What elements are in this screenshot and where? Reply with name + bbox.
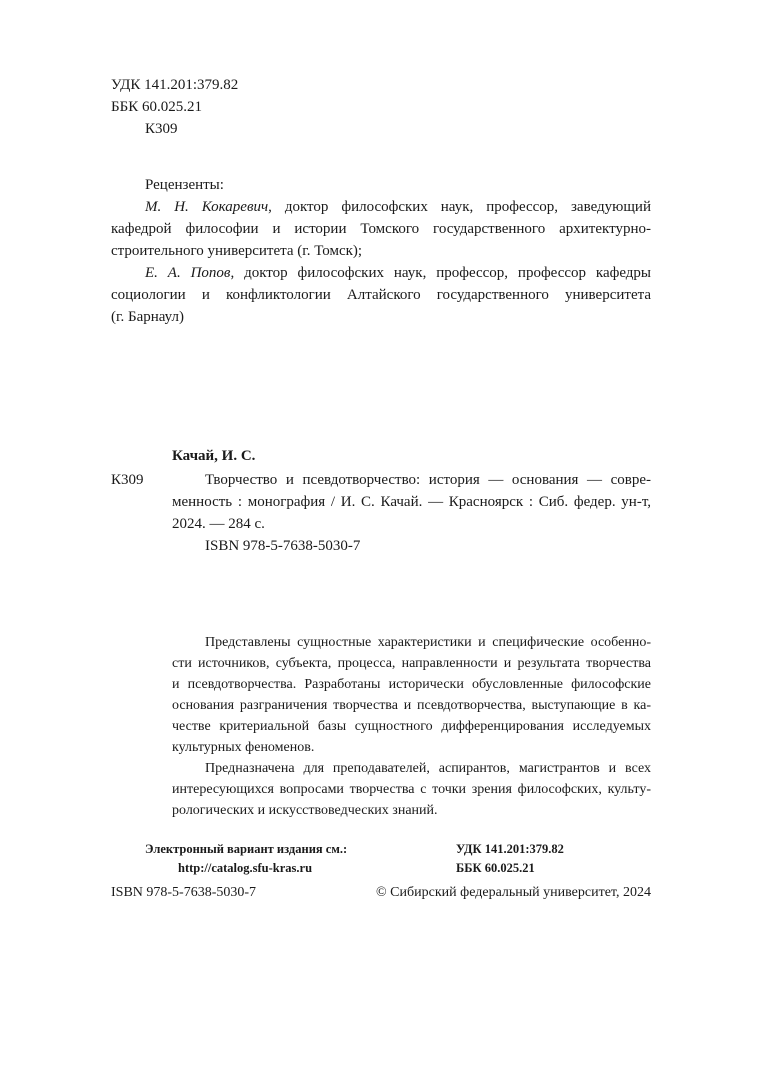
annotation-p1-line: сти источников, субъекта, процесса, направленности и результата творчества bbox=[172, 656, 651, 671]
catalog-author: Качай, И. С. bbox=[172, 448, 256, 464]
catalog-code: К309 bbox=[111, 472, 144, 488]
electronic-version-label: Электронный вариант издания см.: bbox=[145, 842, 348, 856]
catalog-line-2: менность : монография / И. С. Качай. — Красноярск : Сиб. федер. ун-т, bbox=[172, 494, 651, 510]
reviewer-1-line-3: строительного университета (г. Томск); bbox=[111, 243, 363, 259]
author-mark: К309 bbox=[145, 121, 178, 137]
reviewer-2-line-2: социологии и конфликтологии Алтайского государственного университета bbox=[111, 287, 651, 303]
reviewer-2-name: Е. А. Попов bbox=[145, 265, 231, 281]
catalog-isbn: ISBN 978-5-7638-5030-7 bbox=[205, 538, 361, 554]
catalog-description bbox=[172, 469, 651, 557]
udk-code: УДК 141.201:379.82 bbox=[111, 77, 239, 93]
annotation-p2-line: Предназначена для преподавателей, аспирантов, магистрантов и всех bbox=[205, 761, 651, 776]
annotation-p1-line: Представлены сущностные характеристики и специфические особенно- bbox=[205, 635, 651, 650]
reviewer-1-line-2: кафедрой философии и истории Томского государственного архитектурно- bbox=[111, 221, 651, 237]
bbk-code: ББК 60.025.21 bbox=[111, 99, 202, 115]
catalog-line-1: Творчество и псевдотворчество: история — основания — совре- bbox=[205, 472, 651, 488]
reviewers-section bbox=[111, 174, 651, 328]
annotation-p1-line: культурных феноменов. bbox=[172, 740, 315, 755]
annotation-p1-line: и псевдотворчества. Разработаны исторически обусловленные философские bbox=[172, 677, 651, 692]
footer-bbk: ББК 60.025.21 bbox=[456, 861, 535, 875]
reviewers-heading: Рецензенты: bbox=[145, 177, 224, 193]
annotation-p1-line: основания разграничения творчества и псевдотворчества, выступающие в ка- bbox=[172, 698, 651, 713]
footer-isbn: ISBN 978-5-7638-5030-7 bbox=[111, 885, 257, 900]
reviewer-1-line-1: М. Н. Кокаревич, доктор философских наук, профессор, заведующий bbox=[145, 199, 651, 215]
electronic-version-url[interactable]: http://catalog.sfu-kras.ru bbox=[178, 861, 313, 875]
footer-udk: УДК 141.201:379.82 bbox=[456, 842, 564, 856]
reviewer-2-line-3: (г. Барнаул) bbox=[111, 309, 184, 325]
annotation-p1-line: честве критериальной базы сущностного дифференцирования исследуемых bbox=[172, 719, 651, 734]
catalog-line-3: 2024. — 284 с. bbox=[172, 516, 265, 532]
reviewer-2-line-1: Е. А. Попов, доктор философских наук, профессор, профессор кафедры bbox=[145, 265, 651, 281]
annotation-p2-line: интересующихся вопросами творчества с точки зрения философских, культу- bbox=[172, 782, 651, 797]
annotation-p2-line: рологических и искусствоведческих знаний. bbox=[172, 803, 438, 818]
copyright: © Сибирский федеральный университет, 2024 bbox=[376, 885, 651, 900]
annotation bbox=[172, 632, 651, 821]
reviewer-1-name: М. Н. Кокаревич bbox=[145, 199, 269, 215]
